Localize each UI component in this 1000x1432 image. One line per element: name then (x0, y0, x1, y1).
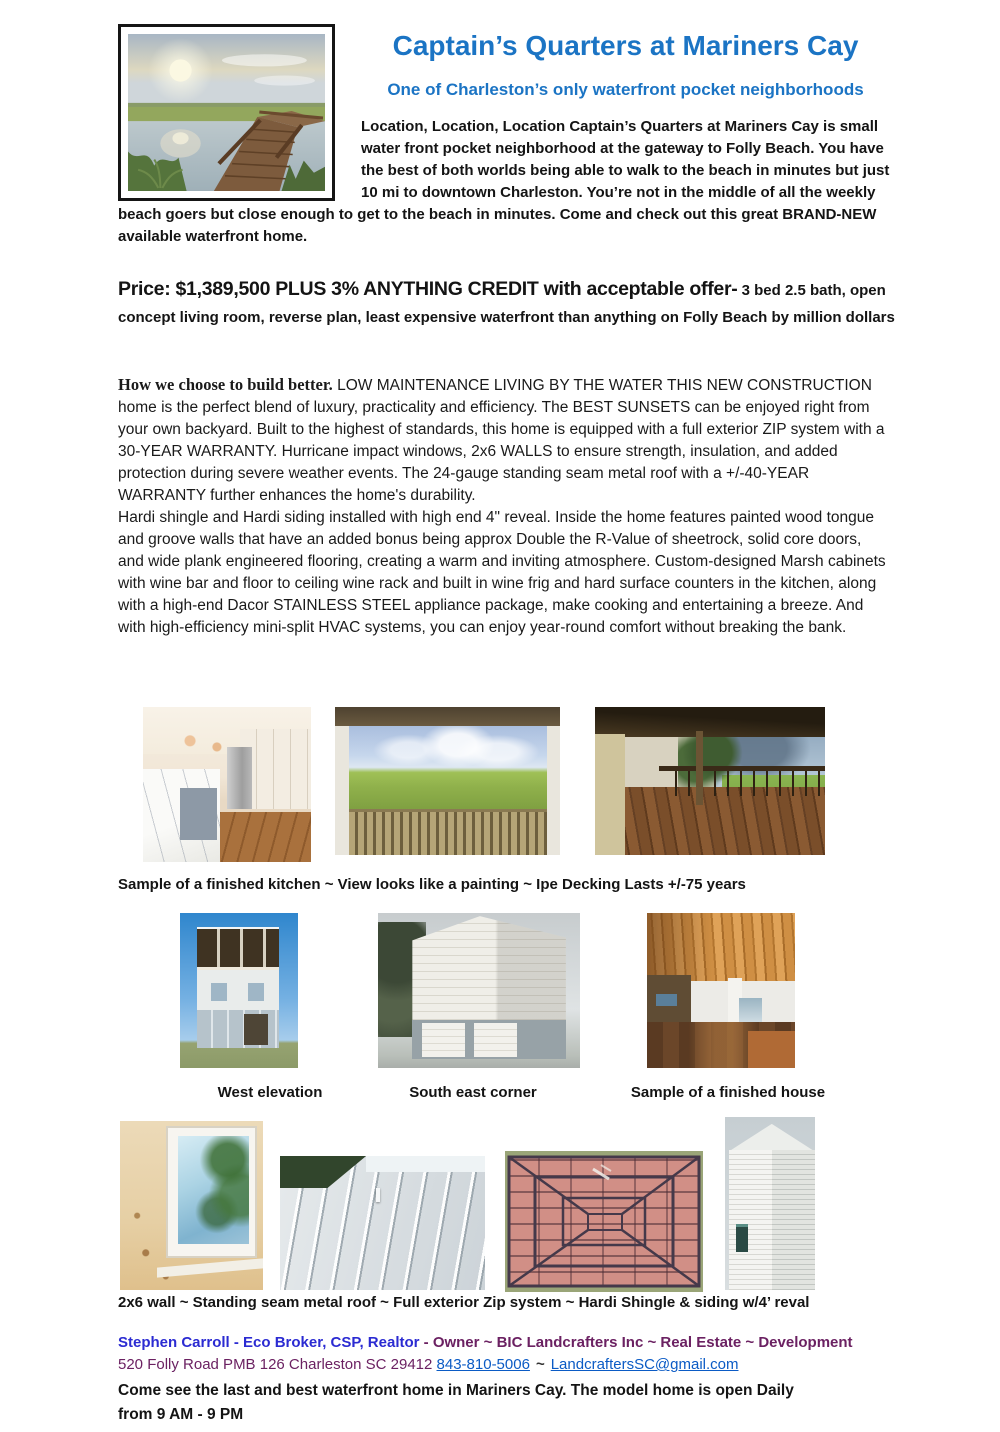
photo-layer (696, 731, 703, 805)
photo-layer (197, 929, 280, 1048)
photo-layer (618, 787, 825, 855)
agent-titles: - Owner ~ BIC Landcrafters Inc ~ Real Estate ~ Development (419, 1334, 853, 1351)
photo-layer (349, 726, 547, 812)
photo-marsh-dock-frame (118, 24, 335, 201)
closing-message (118, 1379, 890, 1427)
photo-layer (335, 707, 560, 726)
photo-layer (729, 1150, 772, 1290)
agent-address: 520 Folly Road PMB 126 Charleston SC 29412 (118, 1356, 437, 1373)
photo-layer (366, 1156, 485, 1172)
photo-finished-interior (647, 913, 795, 1068)
price-details: 3 bed 2.5 bath, open concept living room, reverse plan, least expensive waterfront than anything on Folly Beach by million dollars (118, 282, 895, 326)
price-block (118, 276, 896, 331)
photo-layer (729, 1124, 815, 1152)
photo-layer (474, 1023, 517, 1057)
build-paragraph-1 (118, 374, 890, 507)
photo-layer (595, 707, 825, 737)
photo-metal-roof (280, 1156, 485, 1290)
page-title: Captain’s Quarters at Mariners Cay (392, 30, 859, 61)
photo-layer (157, 1258, 263, 1277)
agent-name: Stephen Carroll - Eco Broker, CSP, Realtor (118, 1334, 420, 1351)
photo-hardi-corner (725, 1117, 815, 1290)
photo-layer (412, 1020, 566, 1059)
price-lead: Price: $1,389,500 PLUS 3% ANYTHING CREDIT with acceptable offer- (118, 278, 738, 300)
footer (118, 1332, 890, 1427)
build-section (118, 374, 890, 639)
photo-layer (772, 1150, 815, 1290)
photo-layer (748, 1031, 795, 1068)
photo-marsh-dock (128, 34, 325, 191)
photo-layer (736, 1224, 749, 1252)
photo-layer (656, 994, 677, 1006)
closing-line-1: Come see the last and best waterfront home in Mariners Cay. The model home is open Daily (118, 1382, 794, 1399)
closing-line-2: from 9 AM - 9 PM (118, 1406, 244, 1423)
phone-link[interactable]: 843-810-5006 (436, 1356, 530, 1373)
photo-layer (197, 929, 280, 970)
header (118, 24, 890, 248)
photo-layer (197, 970, 280, 1009)
photo-layer (659, 766, 825, 771)
caption-finished-house: Sample of a finished house (630, 1084, 826, 1101)
photo-west-elevation (180, 913, 298, 1068)
photo-layer (647, 913, 795, 981)
photo-layer (349, 812, 547, 855)
photo-layer (280, 1156, 366, 1188)
photo-2x6-window (120, 1121, 263, 1290)
caption-row3: 2x6 wall ~ Standing seam metal roof ~ Full exterior Zip system ~ Hardi Shingle & siding w/4’ reval (118, 1294, 810, 1311)
photo-layer (178, 1136, 250, 1244)
build-paragraph-1-text: LOW MAINTENANCE LIVING BY THE WATER THIS NEW CONSTRUCTION home is the perfect blend of luxury, practicality and efficiency. The BEST SUNSETS can be enjoyed right from your own backyard. Built to the highest of standards, this home is equipped with a full exterior ZIP system with a 30-YEAR WARRANTY. Hurricane impact windows, 2x6 WALLS to ensure strength, insulation, and added protection during severe weather events. The 24-gauge standing seam metal roof with a +/-40-YEAR WARRANTY further enhances the home's durability. (118, 377, 885, 504)
contact-separator: ~ (535, 1356, 545, 1373)
caption-west-elevation: West elevation (217, 1084, 323, 1101)
email-link[interactable]: LandcraftersSC@gmail.com (550, 1356, 739, 1373)
agent-line (118, 1332, 890, 1354)
photo-layer (422, 1023, 465, 1057)
photo-marsh-view (335, 707, 560, 855)
caption-row1: Sample of a finished kitchen ~ View looks like a painting ~ Ipe Decking Lasts +/-75 years (118, 876, 746, 893)
photo-layer (376, 1188, 380, 1202)
caption-southeast-corner: South east corner (409, 1084, 537, 1101)
contact-line (118, 1354, 890, 1376)
photo-ipe-deck (595, 707, 825, 855)
build-heading: How we choose to build better. (118, 375, 333, 394)
build-paragraph-2: Hardi shingle and Hardi siding installed with high end 4" reveal. Inside the home features painted wood tongue and groove walls that have an added bonus being approx Double the R-Value of sheetrock, solid core doors, and wide plank engineered flooring, creating a warm and inviting atmosphere. Custom-designed Marsh cabinets with wine bar and floor to ceiling wine rack and built in wine frig and hard surface counters in the kitchen, along with a high-end Dacor STAINLESS STEEL appliance package, make cooking and entertaining a breeze. And with high-efficiency mini-split HVAC systems, you can enjoy year-round comfort without breaking the bank. (118, 509, 886, 636)
intro-paragraph: Location, Location, Location Captain’s Quarters at Mariners Cay is small water front pocket neighborhood at the gateway to Folly Beach. You have the best of both worlds being able to walk to the beach in minutes but just 10 mi to downtown Charleston. You’re not in the middle of all the weekly beach goers but close enough to get to the beach in minutes. Come and check out this great BRAND-NEW available waterfront home. (118, 118, 890, 245)
photo-layer (505, 1151, 703, 1292)
photo-layer (664, 769, 825, 796)
photo-layer (595, 734, 625, 855)
photo-layer (166, 1126, 258, 1258)
photo-zip-system (505, 1151, 703, 1292)
photo-southeast-corner (378, 913, 580, 1068)
photo-layer (227, 747, 252, 809)
page-subtitle: One of Charleston’s only waterfront pocket neighborhoods (387, 80, 864, 99)
photo-layer (180, 788, 217, 841)
photo-layer (244, 1014, 267, 1045)
photo-kitchen (143, 707, 311, 862)
